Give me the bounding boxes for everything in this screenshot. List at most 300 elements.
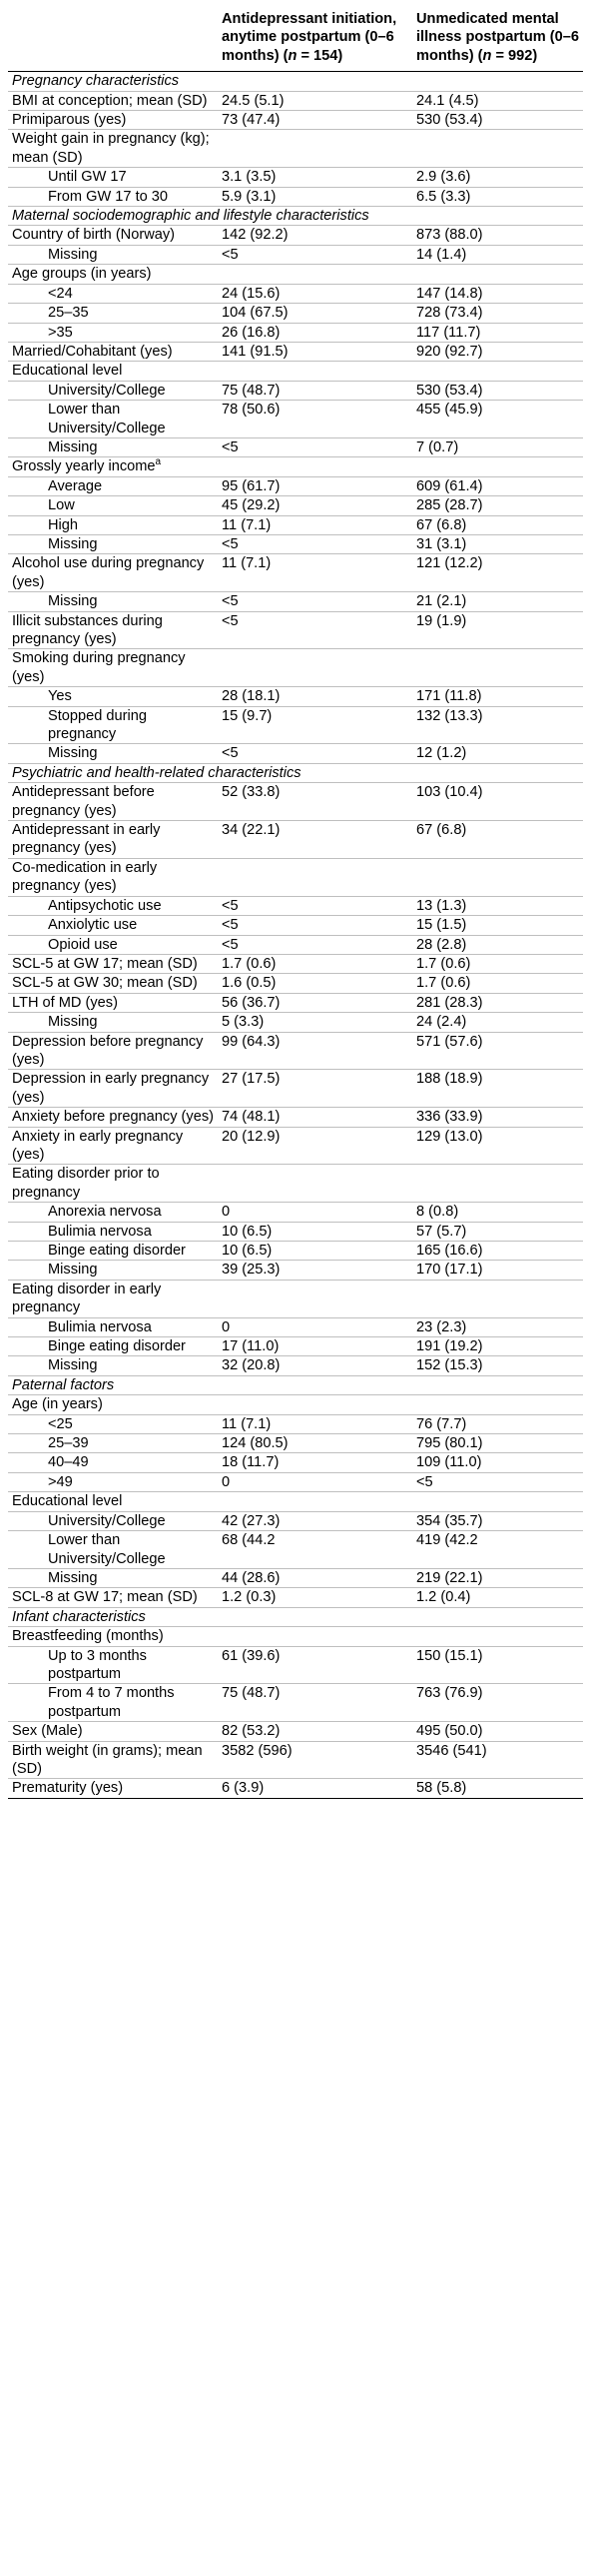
table-row xyxy=(8,974,583,993)
cell-unmedicated: 285 (28.7) xyxy=(412,496,583,515)
table-row xyxy=(8,1492,583,1511)
cell-antidepressant xyxy=(218,362,412,381)
table-row xyxy=(8,515,583,534)
row-label xyxy=(8,362,218,381)
cell-antidepressant: 124 (80.5) xyxy=(218,1434,412,1453)
table-row xyxy=(8,342,583,361)
row-label-text: SCL-5 at GW 30; mean (SD) xyxy=(12,975,198,992)
table-row xyxy=(8,1013,583,1032)
cell-unmedicated: 165 (16.6) xyxy=(412,1242,583,1261)
row-label xyxy=(8,1165,218,1203)
table-row xyxy=(8,1070,583,1108)
table-row xyxy=(8,744,583,763)
cell-antidepressant: <5 xyxy=(218,245,412,264)
row-label-text: Missing xyxy=(48,246,98,263)
row-label-text: Antidepressant before pregnancy (yes) xyxy=(12,784,155,819)
row-label-text: Anxiety in early pregnancy (yes) xyxy=(12,1128,184,1163)
cell-antidepressant: <5 xyxy=(218,611,412,649)
table-row xyxy=(8,592,583,611)
row-label xyxy=(8,187,218,206)
cell-unmedicated: 13 (1.3) xyxy=(412,896,583,915)
table-row xyxy=(8,457,583,476)
row-label-text: Eating disorder prior to pregnancy xyxy=(12,1166,160,1201)
row-label xyxy=(8,858,218,896)
row-label xyxy=(8,342,218,361)
row-label-text: 25–39 xyxy=(48,1435,89,1452)
cell-unmedicated: 920 (92.7) xyxy=(412,342,583,361)
cell-antidepressant: 142 (92.2) xyxy=(218,226,412,245)
cell-unmedicated: 19 (1.9) xyxy=(412,611,583,649)
table-row xyxy=(8,401,583,438)
header-col-unmedicated-text: Unmedicated mental illness postpartum (0–6 months) ( xyxy=(416,11,580,64)
row-label xyxy=(8,896,218,915)
cell-antidepressant: 5 (3.3) xyxy=(218,1013,412,1032)
section-row xyxy=(8,207,583,226)
row-label-text: <25 xyxy=(48,1415,73,1432)
row-label xyxy=(8,323,218,342)
row-label xyxy=(8,687,218,706)
table-row xyxy=(8,935,583,954)
row-label xyxy=(8,1646,218,1684)
table-row xyxy=(8,821,583,859)
cell-unmedicated: 132 (13.3) xyxy=(412,706,583,744)
row-label xyxy=(8,457,218,476)
cell-unmedicated: 419 (42.2 xyxy=(412,1531,583,1569)
row-label-text: Co-medication in early pregnancy (yes) xyxy=(12,859,158,895)
cell-antidepressant xyxy=(218,1627,412,1646)
row-label xyxy=(8,168,218,187)
cell-antidepressant xyxy=(218,858,412,896)
table-row xyxy=(8,1108,583,1127)
cell-antidepressant: 3582 (596) xyxy=(218,1741,412,1779)
row-label xyxy=(8,1434,218,1453)
row-label-text: Eating disorder in early pregnancy xyxy=(12,1281,162,1316)
cell-antidepressant: 75 (48.7) xyxy=(218,1684,412,1722)
table-row xyxy=(8,858,583,896)
row-label xyxy=(8,1472,218,1491)
cell-unmedicated: 117 (11.7) xyxy=(412,323,583,342)
cell-antidepressant: 3.1 (3.5) xyxy=(218,168,412,187)
row-label xyxy=(8,226,218,245)
cell-unmedicated: 58 (5.8) xyxy=(412,1779,583,1798)
cell-antidepressant: 10 (6.5) xyxy=(218,1222,412,1241)
row-label xyxy=(8,706,218,744)
row-label-text: Sex (Male) xyxy=(12,1723,83,1740)
row-label-text: Missing xyxy=(48,1569,98,1586)
cell-antidepressant xyxy=(218,1492,412,1511)
cell-antidepressant: 39 (25.3) xyxy=(218,1261,412,1280)
cell-antidepressant: 0 xyxy=(218,1472,412,1491)
row-label-text: Prematurity (yes) xyxy=(12,1780,124,1797)
cell-antidepressant: 68 (44.2 xyxy=(218,1531,412,1569)
row-label xyxy=(8,1492,218,1511)
row-label xyxy=(8,1741,218,1779)
cell-antidepressant xyxy=(218,1165,412,1203)
section-label: Maternal sociodemographic and lifestyle characteristics xyxy=(8,207,583,226)
cell-unmedicated: 109 (11.0) xyxy=(412,1453,583,1472)
row-label xyxy=(8,783,218,821)
header-col-unmedicated xyxy=(412,0,583,72)
table-row xyxy=(8,1511,583,1530)
cell-unmedicated: 121 (12.2) xyxy=(412,554,583,592)
table-row xyxy=(8,1165,583,1203)
cell-unmedicated: 23 (2.3) xyxy=(412,1317,583,1336)
header-col-antidepressant-n: n xyxy=(288,47,297,64)
row-label-text: Bulimia nervosa xyxy=(48,1223,152,1240)
row-label-text: Opioid use xyxy=(48,936,118,953)
table-row xyxy=(8,362,583,381)
cell-unmedicated xyxy=(412,858,583,896)
cell-unmedicated xyxy=(412,130,583,168)
cell-antidepressant: 24.5 (5.1) xyxy=(218,91,412,110)
cell-antidepressant: 17 (11.0) xyxy=(218,1337,412,1356)
cell-unmedicated: 1.7 (0.6) xyxy=(412,974,583,993)
row-label-text: Illicit substances during pregnancy (yes) xyxy=(12,612,163,647)
cell-unmedicated: 67 (6.8) xyxy=(412,515,583,534)
row-label-text: High xyxy=(48,516,79,533)
cell-antidepressant: 11 (7.1) xyxy=(218,1414,412,1433)
row-label xyxy=(8,284,218,303)
row-label-text: Average xyxy=(48,477,103,494)
row-label xyxy=(8,1280,218,1317)
table-row xyxy=(8,130,583,168)
table-row xyxy=(8,226,583,245)
cell-unmedicated: 103 (10.4) xyxy=(412,783,583,821)
cell-unmedicated: 609 (61.4) xyxy=(412,476,583,495)
row-label-text: Breastfeeding (months) xyxy=(12,1628,164,1645)
row-label xyxy=(8,1222,218,1241)
section-row xyxy=(8,763,583,782)
row-label xyxy=(8,1588,218,1607)
cell-unmedicated xyxy=(412,1280,583,1317)
table-row xyxy=(8,534,583,553)
cell-antidepressant: 20 (12.9) xyxy=(218,1127,412,1165)
table-row xyxy=(8,1356,583,1375)
row-label xyxy=(8,935,218,954)
cell-antidepressant: 45 (29.2) xyxy=(218,496,412,515)
row-label-text: Anxiety before pregnancy (yes) xyxy=(12,1109,214,1126)
cell-unmedicated: 31 (3.1) xyxy=(412,534,583,553)
characteristics-table xyxy=(8,0,583,1799)
cell-unmedicated: 188 (18.9) xyxy=(412,1070,583,1108)
section-row xyxy=(8,1607,583,1626)
row-label-text: <24 xyxy=(48,285,73,302)
table-row xyxy=(8,1222,583,1241)
table-row xyxy=(8,1684,583,1722)
row-label xyxy=(8,245,218,264)
cell-antidepressant: 0 xyxy=(218,1317,412,1336)
cell-unmedicated xyxy=(412,457,583,476)
row-label xyxy=(8,265,218,284)
cell-unmedicated xyxy=(412,1627,583,1646)
cell-unmedicated: 24 (2.4) xyxy=(412,1013,583,1032)
cell-unmedicated: 129 (13.0) xyxy=(412,1127,583,1165)
cell-unmedicated: 281 (28.3) xyxy=(412,993,583,1012)
cell-unmedicated: 147 (14.8) xyxy=(412,284,583,303)
row-label xyxy=(8,592,218,611)
header-col-antidepressant xyxy=(218,0,412,72)
header-col-antidepressant-text: Antidepressant initiation, anytime postpartum (0–6 months) ( xyxy=(222,11,397,64)
header-col-label xyxy=(8,0,218,72)
table-row xyxy=(8,1627,583,1646)
table-row xyxy=(8,993,583,1012)
row-label xyxy=(8,130,218,168)
cell-antidepressant xyxy=(218,1395,412,1414)
cell-antidepressant: 95 (61.7) xyxy=(218,476,412,495)
cell-unmedicated: 152 (15.3) xyxy=(412,1356,583,1375)
cell-unmedicated: 171 (11.8) xyxy=(412,687,583,706)
row-label-text: Educational level xyxy=(12,1493,123,1510)
cell-unmedicated: 795 (80.1) xyxy=(412,1434,583,1453)
row-label xyxy=(8,1261,218,1280)
row-label xyxy=(8,1203,218,1222)
row-label xyxy=(8,381,218,400)
cell-unmedicated: 495 (50.0) xyxy=(412,1722,583,1741)
cell-antidepressant: <5 xyxy=(218,916,412,935)
header-col-unmedicated-n: n xyxy=(482,47,492,64)
cell-unmedicated xyxy=(412,649,583,687)
cell-unmedicated: 6.5 (3.3) xyxy=(412,187,583,206)
cell-antidepressant: 1.7 (0.6) xyxy=(218,954,412,973)
cell-antidepressant: 42 (27.3) xyxy=(218,1511,412,1530)
table-row xyxy=(8,1261,583,1280)
row-label-text: Smoking during pregnancy (yes) xyxy=(12,650,186,685)
row-label-text: Birth weight (in grams); mean (SD) xyxy=(12,1742,203,1777)
row-label xyxy=(8,1317,218,1336)
cell-antidepressant: <5 xyxy=(218,744,412,763)
table-row xyxy=(8,476,583,495)
row-label-text: Anxiolytic use xyxy=(48,917,138,934)
cell-unmedicated xyxy=(412,1165,583,1203)
row-label xyxy=(8,1013,218,1032)
table-row xyxy=(8,1588,583,1607)
row-label-text: Yes xyxy=(48,688,72,705)
row-label-text: Missing xyxy=(48,1357,98,1374)
row-label xyxy=(8,534,218,553)
row-label-text: Educational level xyxy=(12,363,123,380)
cell-antidepressant: 28 (18.1) xyxy=(218,687,412,706)
table-row xyxy=(8,496,583,515)
cell-antidepressant: 141 (91.5) xyxy=(218,342,412,361)
cell-unmedicated: 2.9 (3.6) xyxy=(412,168,583,187)
table-row xyxy=(8,1203,583,1222)
row-label xyxy=(8,993,218,1012)
footnote-marker: a xyxy=(155,456,162,468)
cell-unmedicated: 24.1 (4.5) xyxy=(412,91,583,110)
row-label-text: Binge eating disorder xyxy=(48,1243,186,1259)
row-label-text: Low xyxy=(48,497,75,514)
row-label-text: Up to 3 months postpartum xyxy=(48,1647,147,1682)
row-label xyxy=(8,1779,218,1798)
cell-unmedicated: 67 (6.8) xyxy=(412,821,583,859)
row-label xyxy=(8,401,218,438)
table-row xyxy=(8,168,583,187)
cell-antidepressant: 61 (39.6) xyxy=(218,1646,412,1684)
cell-unmedicated: 873 (88.0) xyxy=(412,226,583,245)
row-label-text: >35 xyxy=(48,324,73,341)
row-label-text: Missing xyxy=(48,593,98,610)
cell-antidepressant: 78 (50.6) xyxy=(218,401,412,438)
row-label-text: Age (in years) xyxy=(12,1396,103,1413)
table-row xyxy=(8,1434,583,1453)
row-label xyxy=(8,1568,218,1587)
row-label xyxy=(8,1242,218,1261)
table-row xyxy=(8,687,583,706)
cell-unmedicated: 530 (53.4) xyxy=(412,381,583,400)
table-row xyxy=(8,245,583,264)
header-col-antidepressant-count: = 154) xyxy=(296,47,343,64)
cell-antidepressant: <5 xyxy=(218,896,412,915)
row-label-text: 25–35 xyxy=(48,305,89,322)
row-label-text: Missing xyxy=(48,535,98,552)
cell-unmedicated: 530 (53.4) xyxy=(412,111,583,130)
cell-unmedicated: 21 (2.1) xyxy=(412,592,583,611)
row-label xyxy=(8,111,218,130)
section-label: Psychiatric and health-related characteristics xyxy=(8,763,583,782)
row-label xyxy=(8,437,218,456)
cell-antidepressant: 6 (3.9) xyxy=(218,1779,412,1798)
row-label xyxy=(8,554,218,592)
cell-antidepressant: 52 (33.8) xyxy=(218,783,412,821)
row-label xyxy=(8,1032,218,1070)
row-label-text: Lower than University/College xyxy=(48,402,166,436)
table-row xyxy=(8,554,583,592)
row-label xyxy=(8,744,218,763)
cell-antidepressant: 26 (16.8) xyxy=(218,323,412,342)
cell-antidepressant: 10 (6.5) xyxy=(218,1242,412,1261)
cell-unmedicated xyxy=(412,265,583,284)
cell-antidepressant: 5.9 (3.1) xyxy=(218,187,412,206)
section-label: Infant characteristics xyxy=(8,1607,583,1626)
cell-unmedicated xyxy=(412,1395,583,1414)
cell-unmedicated: 455 (45.9) xyxy=(412,401,583,438)
row-label-text: Depression before pregnancy (yes) xyxy=(12,1033,204,1068)
table-row xyxy=(8,111,583,130)
row-label xyxy=(8,649,218,687)
cell-unmedicated: 8 (0.8) xyxy=(412,1203,583,1222)
cell-unmedicated: 336 (33.9) xyxy=(412,1108,583,1127)
table-row xyxy=(8,954,583,973)
cell-antidepressant: <5 xyxy=(218,935,412,954)
cell-unmedicated: 728 (73.4) xyxy=(412,304,583,323)
cell-unmedicated: 571 (57.6) xyxy=(412,1032,583,1070)
row-label-text: Missing xyxy=(48,745,98,762)
table-row xyxy=(8,1453,583,1472)
cell-unmedicated xyxy=(412,362,583,381)
table-row xyxy=(8,284,583,303)
cell-unmedicated: <5 xyxy=(412,1472,583,1491)
row-label xyxy=(8,91,218,110)
table-row xyxy=(8,91,583,110)
cell-unmedicated: 15 (1.5) xyxy=(412,916,583,935)
row-label xyxy=(8,916,218,935)
cell-antidepressant: 15 (9.7) xyxy=(218,706,412,744)
table-row xyxy=(8,304,583,323)
cell-unmedicated: 1.2 (0.4) xyxy=(412,1588,583,1607)
row-label-text: University/College xyxy=(48,382,166,399)
row-label-text: Married/Cohabitant (yes) xyxy=(12,343,173,360)
table-row xyxy=(8,437,583,456)
row-label-text: Missing xyxy=(48,1262,98,1279)
cell-antidepressant: 104 (67.5) xyxy=(218,304,412,323)
row-label xyxy=(8,974,218,993)
table-row xyxy=(8,1395,583,1414)
cell-antidepressant: 18 (11.7) xyxy=(218,1453,412,1472)
cell-unmedicated: 191 (19.2) xyxy=(412,1337,583,1356)
row-label-text: Alcohol use during pregnancy (yes) xyxy=(12,555,205,590)
cell-unmedicated: 28 (2.8) xyxy=(412,935,583,954)
cell-unmedicated: 219 (22.1) xyxy=(412,1568,583,1587)
table-row xyxy=(8,1722,583,1741)
cell-antidepressant: 32 (20.8) xyxy=(218,1356,412,1375)
cell-antidepressant: 27 (17.5) xyxy=(218,1070,412,1108)
table-row xyxy=(8,896,583,915)
cell-unmedicated: 7 (0.7) xyxy=(412,437,583,456)
row-label-text: Depression in early pregnancy (yes) xyxy=(12,1071,210,1106)
row-label-text: From 4 to 7 months postpartum xyxy=(48,1685,175,1720)
row-label xyxy=(8,1395,218,1414)
cell-antidepressant: 56 (36.7) xyxy=(218,993,412,1012)
row-label-text: From GW 17 to 30 xyxy=(48,188,169,205)
row-label-text: Anorexia nervosa xyxy=(48,1204,162,1221)
cell-antidepressant: 74 (48.1) xyxy=(218,1108,412,1127)
row-label xyxy=(8,1627,218,1646)
row-label xyxy=(8,515,218,534)
cell-unmedicated: 763 (76.9) xyxy=(412,1684,583,1722)
cell-unmedicated xyxy=(412,1492,583,1511)
row-label-text: SCL-8 at GW 17; mean (SD) xyxy=(12,1589,198,1606)
table-row xyxy=(8,1242,583,1261)
section-row xyxy=(8,1375,583,1394)
row-label-text: Stopped during pregnancy xyxy=(48,707,147,743)
table-row xyxy=(8,187,583,206)
row-label xyxy=(8,476,218,495)
table-row xyxy=(8,1531,583,1569)
table-row xyxy=(8,916,583,935)
cell-unmedicated: 354 (35.7) xyxy=(412,1511,583,1530)
table-row xyxy=(8,1280,583,1317)
cell-antidepressant xyxy=(218,649,412,687)
table-row xyxy=(8,1127,583,1165)
table-row xyxy=(8,1472,583,1491)
row-label xyxy=(8,821,218,859)
row-label xyxy=(8,954,218,973)
row-label-text: Until GW 17 xyxy=(48,169,127,186)
row-label-text: Grossly yearly income xyxy=(12,458,156,475)
cell-antidepressant: 75 (48.7) xyxy=(218,381,412,400)
row-label-text: Weight gain in pregnancy (kg); mean (SD) xyxy=(12,131,210,166)
cell-antidepressant xyxy=(218,1280,412,1317)
row-label xyxy=(8,1531,218,1569)
row-label-text: BMI at conception; mean (SD) xyxy=(12,92,208,109)
row-label xyxy=(8,1453,218,1472)
table-row xyxy=(8,649,583,687)
row-label xyxy=(8,611,218,649)
table-row xyxy=(8,323,583,342)
header-col-unmedicated-count: = 992) xyxy=(491,47,538,64)
table-row xyxy=(8,783,583,821)
cell-antidepressant: 1.2 (0.3) xyxy=(218,1588,412,1607)
row-label xyxy=(8,1722,218,1741)
row-label-text: LTH of MD (yes) xyxy=(12,994,118,1011)
cell-antidepressant: 24 (15.6) xyxy=(218,284,412,303)
row-label-text: Missing xyxy=(48,1014,98,1031)
cell-antidepressant: 34 (22.1) xyxy=(218,821,412,859)
cell-antidepressant xyxy=(218,265,412,284)
row-label-text: Age groups (in years) xyxy=(12,266,152,283)
cell-antidepressant: 73 (47.4) xyxy=(218,111,412,130)
table-row xyxy=(8,1317,583,1336)
